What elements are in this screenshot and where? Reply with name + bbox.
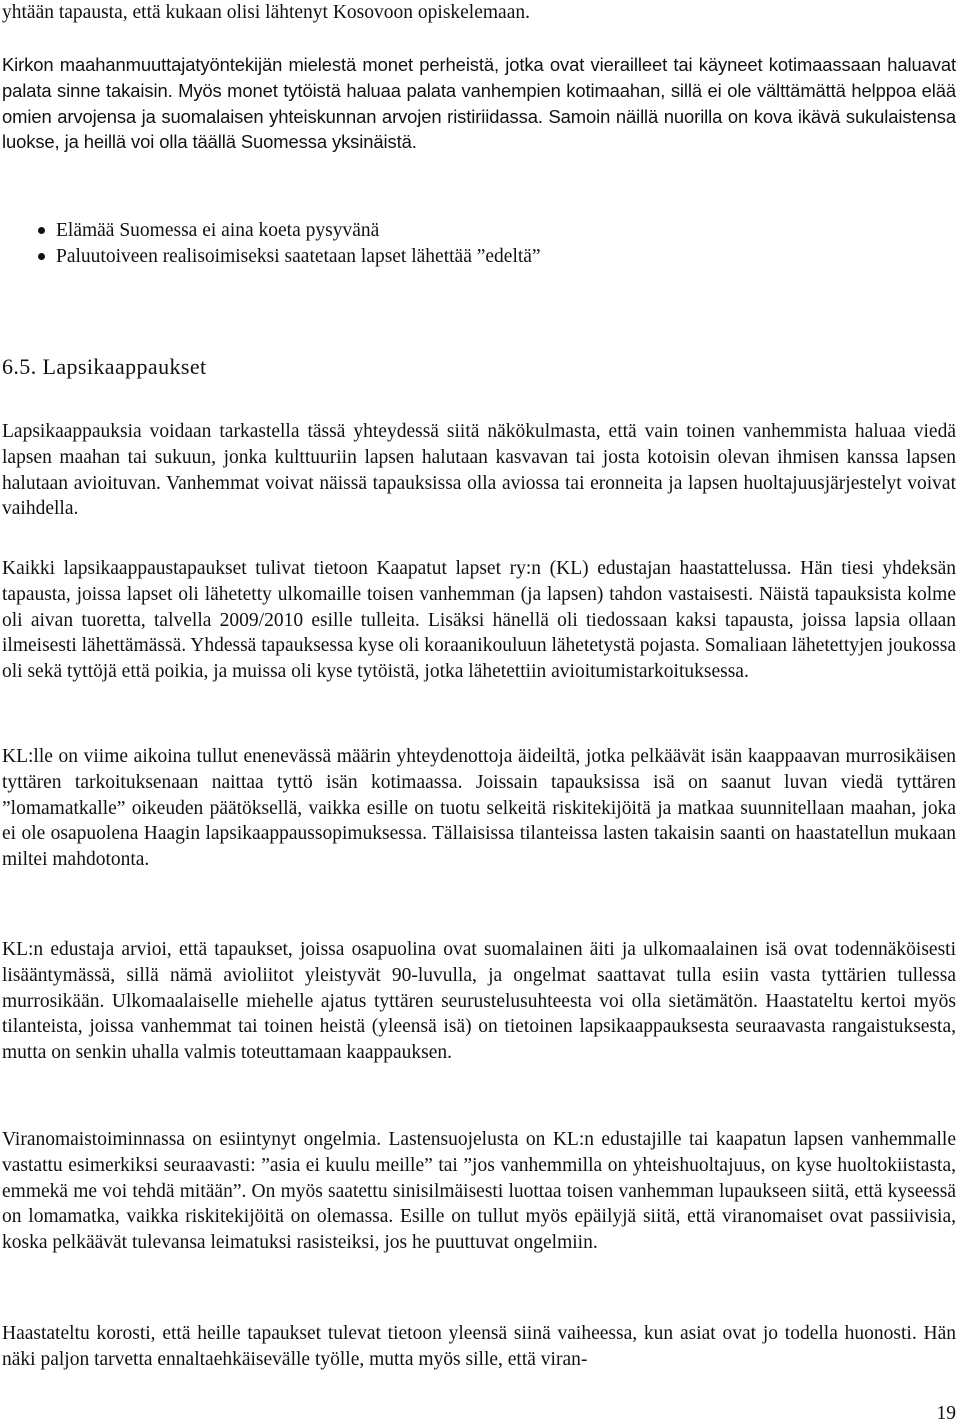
paragraph: Haastateltu korosti, että heille tapaukset tulevat tietoon yleensä siinä vaiheessa, kun asiat ovat jo todella huonosti. Hän näki paljon tarvetta ennaltaehkäisevälle työlle, mutta myös sille, että viran- bbox=[2, 1323, 956, 1370]
paragraph: Viranomaistoiminnassa on esiintynyt ongelmia. Lastensuojelusta on KL:n edustajille tai kaapatun lapsen vanhemmalle vastattu esimerkiksi seuraavasti: ”asia ei kuulu meille” tai ”jos vanhemmilla on yhteishuoltajuus, on kyse huoltokiistasta, emmekä me voi tehdä mitään”. On myös saatettu sinisilmäisesti luottaa toisen vanhemman lupaukseen siitä, että kyseessä on lomamatka, vaikka riskitekijöitä on olemassa. Esille on tullut myös epäilyjä siitä, että viranomaiset ovat passiivisia, koska pelkäävät tulevansa leimatuksi rasisteiksi, jos he puuttuvat ongelmiin. bbox=[2, 1129, 956, 1254]
bullet-icon bbox=[38, 253, 45, 260]
list-item-text: Paluutoiveen realisoimiseksi saatetaan lapset lähettää ”edeltä” bbox=[56, 246, 541, 267]
list-item bbox=[38, 244, 541, 270]
paragraph: KL:lle on viime aikoina tullut enenevässä määrin yhteydenottoja äideiltä, jotka pelkäävät isän kaappaavan murrosikäisen tyttären tarkoituksenaan naittaa tyttö isän kotimaassa. Joissain tapauksissa isä on saanut luvan viedä tyttären ”lomamatkalle” oikeuden päätöksellä, vaikka esille on tuotu selkeitä riskitekijöitä ja matkaa suunnitellaan maahan, joka ei ole osapuolena Haagin lapsikaappaussopimuksessa. Tällaisissa tilanteissa lasten takaisin saanti on haastatellun mukaan miltei mahdotonta. bbox=[2, 746, 956, 871]
bullet-list bbox=[38, 218, 541, 270]
intro-paragraph: Kirkon maahanmuuttajatyöntekijän mielestä monet perheistä, jotka ovat vierailleet tai käyneet kotimaassaan haluavat palata sinne takaisin. Myös monet tytöistä haluaa palata vanhempien kotimaahan, sillä ei ole välttämättä helppoa elää omien arvojensa ja suomalaisen yhteiskunnan arvojen ristiriidassa. Samoin näillä nuorilla on kova ikävä sukulaistensa luokse, ja heillä voi olla täällä Suomessa yksinäistä. bbox=[2, 54, 956, 153]
section-heading: 6.5. Lapsikaappaukset bbox=[2, 354, 207, 379]
paragraph: Kaikki lapsikaappaustapaukset tulivat tietoon Kaapatut lapset ry:n (KL) edustajan haastattelussa. Hän tiesi yhdeksän tapausta, joissa lapset oli lähetetty ulkomaille toisen vanhemman (ja lapsen) tahdon vastaisesti. Näistä tapauksista kolme oli aivan tuoretta, talvella 2009/2010 esille tulleita. Lisäksi hänellä oli tiedossaan kaksi tapausta, joissa lapsia ollaan ilmeisesti lähettämässä. Yhdessä tapauksessa kyse oli koraanikouluun lähetetystä pojasta. Somaliaan lähetettyjen joukossa oli sekä tyttöjä että poikia, ja muissa oli kyse tytöistä, jotka lähetettiin avioitumistarkoituksessa. bbox=[2, 558, 956, 683]
paragraph: Lapsikaappauksia voidaan tarkastella tässä yhteydessä siitä näkökulmasta, että vain toinen vanhemmista haluaa viedä lapsen maahan tai sukuun, jonka kulttuuriin lapsen halutaan kasvavan tai josta kotoisin olevan ihmisen kanssa lapsen halutaan avioituvan. Vanhemmat voivat näissä tapauksissa olla aviossa tai eronneita ja lapsen huoltajuusjärjestelyt voivat vaihdella. bbox=[2, 421, 956, 520]
paragraph: KL:n edustaja arvioi, että tapaukset, joissa osapuolina ovat suomalainen äiti ja ulkomaalainen isä ovat todennäköisesti lisääntymässä, sillä nämä avioliitot yleistyvät 90-luvulla, ja ongelmat saattavat tulla esiin vasta tyttärien tullessa murrosikään. Ulkomaalaiselle miehelle ajatus tyttären seurustelusuhteesta voi olla sietämätön. Haastateltu kertoi myös tilanteista, joissa vanhemmat tai toinen heistä (yleensä isä) on tietoinen lapsikaappauksesta seuraavasta rangaistuksesta, mutta on senkin uhalla valmis toteuttamaan kaappauksen. bbox=[2, 939, 956, 1064]
bullet-icon bbox=[38, 227, 45, 234]
page-number: 19 bbox=[936, 1403, 956, 1424]
list-item-text: Elämää Suomessa ei aina koeta pysyvänä bbox=[56, 220, 380, 241]
paragraph-continuation: yhtään tapausta, että kukaan olisi lähtenyt Kosovoon opiskelemaan. bbox=[2, 2, 530, 23]
list-item bbox=[38, 218, 541, 244]
